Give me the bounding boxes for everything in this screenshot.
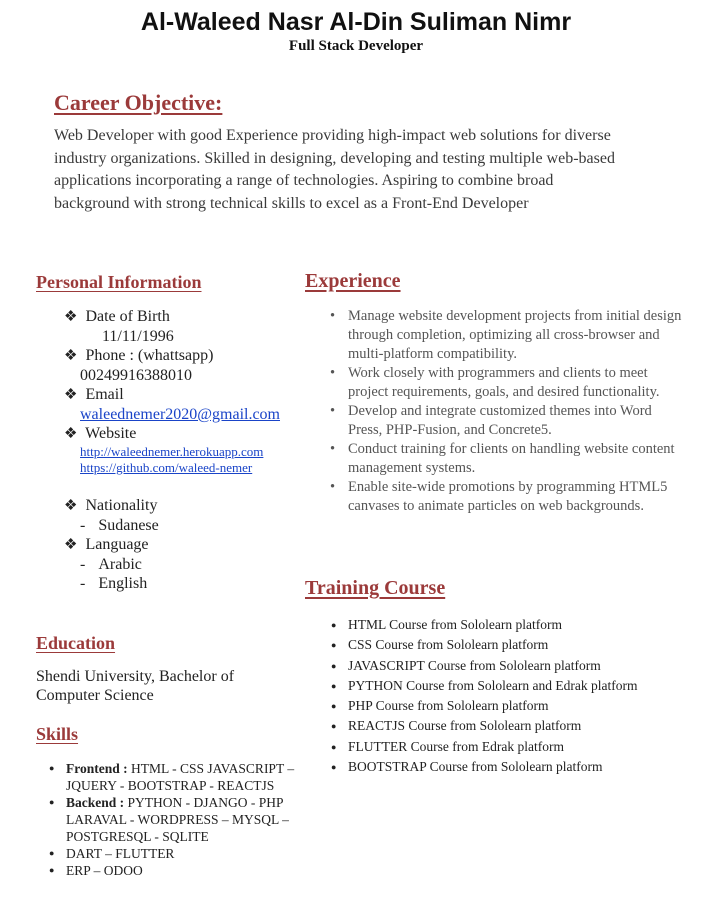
- training-heading: Training Course: [305, 577, 446, 599]
- list-item: ● ERP – ODOO: [36, 862, 301, 879]
- website-label-row: [64, 424, 136, 445]
- career-objective-heading: Career Objective:: [54, 90, 223, 115]
- career-objective-text: Web Developer with good Experience providing high-impact web solutions for diverse industry organizations. Skilled in designing, developing and testing multiple web-based applications incorporating a range of technologies. Aspiring to combine broad background with strong technical skills to excel as a Front-End Developer: [54, 127, 615, 212]
- job-title: Full Stack Developer: [288, 38, 424, 54]
- diamond-bullet-icon: ❖: [64, 348, 78, 364]
- phone-value: 00249916388010: [80, 367, 192, 384]
- list-item: ● Backend : PYTHON - DJANGO - PHP LARAVAL - WORDPRESS – MYSQL – POSTGRESQL - SQLITE: [36, 794, 301, 845]
- list-item: ● REACTJS Course from Sololearn platform: [318, 716, 698, 736]
- experience-list: [318, 307, 688, 516]
- dob-label: Date of Birth: [85, 308, 170, 325]
- phone-label-row: [64, 346, 213, 367]
- language-item: - English: [80, 575, 148, 592]
- skills-heading: Skills: [36, 724, 79, 744]
- language-label: Language: [85, 536, 149, 553]
- website-link-heroku[interactable]: http://waleednemer.herokuapp.com: [80, 444, 264, 459]
- phone-label: Phone : (whattsapp): [85, 347, 214, 364]
- email-link[interactable]: waleednemer2020@gmail.com: [80, 406, 280, 423]
- list-item: • Develop and integrate customized themes into Word Press, PHP-Fusion, and Concrete5.: [318, 402, 688, 440]
- email-label: Email: [85, 386, 124, 403]
- website-label: Website: [85, 425, 137, 442]
- list-item: ● HTML Course from Sololearn platform: [318, 615, 698, 635]
- nationality-label-row: [64, 496, 157, 517]
- nationality-value: Sudanese: [98, 517, 159, 534]
- dob-value: 11/11/1996: [102, 328, 174, 345]
- resume-name: Al-Waleed Nasr Al-Din Suliman Nimr: [140, 8, 572, 36]
- list-item: ● CSS Course from Sololearn platform: [318, 635, 698, 655]
- language-item: - Arabic: [80, 556, 142, 573]
- education-heading: Education: [36, 633, 116, 653]
- list-item: • Manage website development projects from initial design through completion, optimizing all cross-browser and multi-platform compatibility.: [318, 307, 688, 364]
- personal-info-heading: Personal Information: [36, 272, 202, 292]
- list-item: • Enable site-wide promotions by programming HTML5 canvases to animate particles on web backgrounds.: [318, 478, 688, 516]
- education-text: Shendi University, Bachelor of Computer Science: [36, 668, 235, 704]
- dob-label-row: [64, 307, 170, 328]
- list-item: ● DART – FLUTTER: [36, 845, 301, 862]
- nationality-label: Nationality: [85, 497, 158, 514]
- website-link-github[interactable]: https://github.com/waleed-nemer: [80, 460, 253, 475]
- nationality-value-row: - Sudanese: [80, 517, 159, 534]
- email-label-row: [64, 385, 124, 406]
- list-item: ● JAVASCRIPT Course from Sololearn platform: [318, 656, 698, 676]
- diamond-bullet-icon: ❖: [64, 426, 78, 442]
- experience-heading: Experience: [305, 270, 401, 292]
- diamond-bullet-icon: ❖: [64, 387, 78, 403]
- list-item: ● FLUTTER Course from Edrak platform: [318, 737, 698, 757]
- list-item: • Work closely with programmers and clients to meet project requirements, goals, and desired functionality.: [318, 364, 688, 402]
- list-item: ● BOOTSTRAP Course from Sololearn platform: [318, 757, 698, 777]
- diamond-bullet-icon: ❖: [64, 498, 78, 514]
- training-list: [318, 615, 698, 777]
- list-item: ● Frontend : HTML - CSS JAVASCRIPT – JQUERY - BOOTSTRAP - REACTJS: [36, 760, 301, 794]
- language-label-row: [64, 535, 149, 556]
- list-item: ● PYTHON Course from Sololearn and Edrak platform: [318, 676, 698, 696]
- list-item: • Conduct training for clients on handling website content management systems.: [318, 440, 688, 478]
- diamond-bullet-icon: ❖: [64, 537, 78, 553]
- diamond-bullet-icon: ❖: [64, 309, 78, 325]
- list-item: ● PHP Course from Sololearn platform: [318, 696, 698, 716]
- skills-list: [36, 760, 301, 879]
